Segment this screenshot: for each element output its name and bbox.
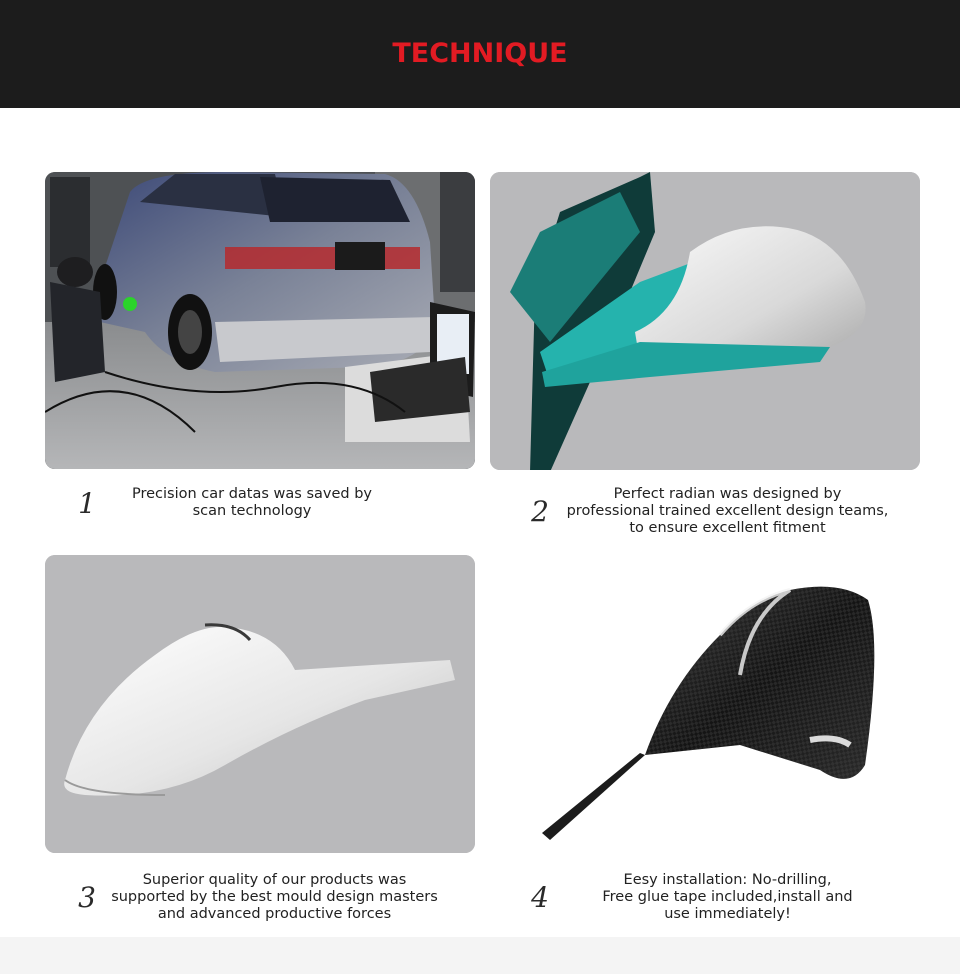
step-3-number: 3 — [78, 881, 96, 914]
step-3-caption — [72, 872, 452, 923]
step-1-number: 1 — [78, 486, 96, 520]
car-scan-photo — [45, 172, 475, 469]
header-title: TECHNIQUE — [392, 37, 568, 69]
carbon-mirror-cover-photo — [490, 555, 920, 853]
page-header — [0, 0, 960, 108]
step-1-caption — [72, 486, 432, 520]
step-4-caption — [525, 872, 905, 923]
scan-model-render — [490, 172, 920, 470]
footer-band — [0, 937, 960, 974]
step-2-number: 2 — [531, 495, 549, 528]
step-1-text: Precision car datas was saved by scan technology — [131, 486, 372, 519]
mould-model-render — [45, 555, 475, 853]
step-2-text: Perfect radian was designed by professional trained excellent design teams, to ensure excellent fitment — [566, 486, 889, 536]
step-2-caption — [525, 486, 905, 537]
step-4-text: Eesy installation: No-drilling, Free glue tape included,install and use immediately! — [602, 872, 853, 922]
step-3-text: Superior quality of our products was supported by the best mould design masters and advanced productive forces — [111, 872, 438, 922]
step-4-number: 4 — [531, 881, 549, 914]
